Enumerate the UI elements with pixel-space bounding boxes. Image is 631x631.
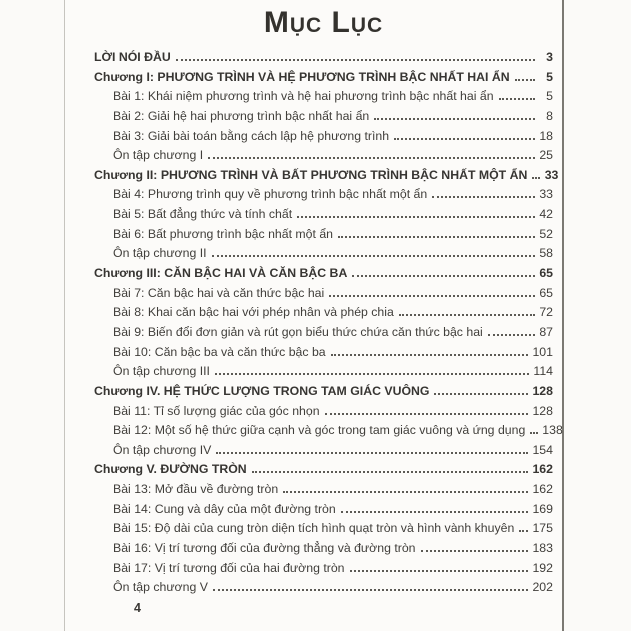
toc-entry-label: Bài 2: Giải hệ hai phương trình bậc nhất hai ẩn <box>113 108 370 123</box>
toc-entry-page-number: 154 <box>532 442 553 457</box>
toc-chapter-entry <box>94 266 553 286</box>
toc-dot-leader <box>325 413 529 415</box>
toc-dot-leader <box>432 196 535 198</box>
toc-entry-label: Bài 7: Căn bậc hai và căn thức bậc hai <box>113 285 325 300</box>
toc-entry-page-number: 183 <box>532 541 553 556</box>
toc-item-entry <box>94 246 553 266</box>
toc-dot-leader <box>374 118 535 120</box>
toc-item-entry <box>94 502 553 522</box>
toc-entry-page-number: 33 <box>544 167 559 182</box>
toc-entry-label: Ôn tập chương IV <box>113 442 212 457</box>
toc-entry-label: Bài 1: Khái niệm phương trình và hệ hai phương trình bậc nhất hai ẩn <box>113 89 494 104</box>
toc-entry-page-number: 72 <box>539 305 553 320</box>
toc-item-entry <box>94 541 553 561</box>
toc-item-entry <box>94 89 553 109</box>
toc-entry-label: Bài 4: Phương trình quy về phương trình bậc nhất một ẩn <box>113 187 428 202</box>
toc-item-entry <box>94 482 553 502</box>
toc-entry-label: Ôn tập chương II <box>113 246 207 261</box>
toc-entry-page-number: 175 <box>532 521 553 536</box>
toc-dot-leader <box>297 216 535 218</box>
toc-item-entry <box>94 521 553 541</box>
toc-entry-page-number: 58 <box>539 246 553 261</box>
toc-entry-label: Ôn tập chương V <box>113 580 208 595</box>
toc-dot-leader <box>329 295 535 297</box>
toc-entry-label: Bài 15: Độ dài của cung tròn diện tích hình quạt tròn và hình vành khuyên <box>113 521 515 536</box>
toc-item-entry <box>94 148 553 168</box>
toc-entry-page-number: 5 <box>546 69 553 84</box>
toc-entry-label: Bài 11: Tỉ số lượng giác của góc nhọn <box>113 403 320 418</box>
toc-entry-page-number: 169 <box>532 501 553 516</box>
toc-entry-page-number: 128 <box>532 383 553 398</box>
toc-item-entry <box>94 580 553 600</box>
toc-entry-page-number: 128 <box>532 403 553 418</box>
toc-item-entry <box>94 404 553 424</box>
toc-entry-page-number: 42 <box>539 207 553 222</box>
toc-dot-leader <box>252 471 529 473</box>
toc-entry-label: Chương V. ĐƯỜNG TRÒN <box>94 462 247 477</box>
toc-item-entry <box>94 207 553 227</box>
toc-dot-leader <box>213 589 529 591</box>
toc-chapter-entry <box>94 167 559 188</box>
toc-entry-page-number: 25 <box>539 148 553 163</box>
toc-entry-label: Bài 3: Giải bài toán bằng cách lập hệ phương trình <box>113 128 390 143</box>
toc-entry-page-number: 202 <box>532 580 553 595</box>
toc-dot-leader <box>399 314 535 316</box>
toc-dot-leader <box>341 511 529 513</box>
toc-item-entry <box>94 423 563 443</box>
toc-dot-leader <box>352 275 535 277</box>
toc-entry-page-number: 65 <box>539 266 553 281</box>
toc-item-entry <box>94 286 553 306</box>
page-body <box>64 0 564 631</box>
toc-entry-label: Bài 5: Bất đẳng thức và tính chất <box>113 207 293 222</box>
toc-dot-leader <box>499 98 535 100</box>
toc-entry-page-number: 162 <box>532 462 553 477</box>
toc-entry-page-number: 5 <box>546 89 553 104</box>
toc-dot-leader <box>216 452 528 454</box>
toc-dot-leader <box>488 334 535 336</box>
toc-dot-leader <box>338 236 535 238</box>
toc-item-entry <box>94 364 553 384</box>
toc-item-entry <box>94 561 553 581</box>
toc-entry-label: Chương II: PHƯƠNG TRÌNH VÀ BẤT PHƯƠNG TRÌNH BẬC NHẤT MỘT ẨN <box>94 167 528 182</box>
toc-dot-leader <box>215 373 529 375</box>
toc-dot-leader <box>208 157 535 159</box>
toc-dot-leader <box>331 354 529 356</box>
toc-entry-label: Chương I: PHƯƠNG TRÌNH VÀ HỆ PHƯƠNG TRÌNH BẬC NHẤT HAI ẨN <box>94 69 510 84</box>
toc-dot-leader <box>532 177 540 179</box>
toc-dot-leader <box>394 138 535 140</box>
toc-item-entry <box>94 227 553 247</box>
footer-page-number: 4 <box>134 601 141 615</box>
table-of-contents <box>94 50 563 600</box>
toc-chapter-entry <box>94 50 553 70</box>
toc-entry-page-number: 192 <box>532 560 553 575</box>
toc-entry-label: Bài 17: Vị trí tương đối của hai đường tròn <box>113 560 345 575</box>
toc-entry-page-number: 8 <box>546 108 553 123</box>
toc-entry-label: Bài 12: Một số hệ thức giữa cạnh và góc trong tam giác vuông và ứng dụng <box>113 423 526 438</box>
toc-entry-page-number: 65 <box>539 285 553 300</box>
toc-item-entry <box>94 187 553 207</box>
toc-entry-page-number: 3 <box>546 50 553 64</box>
toc-entry-page-number: 18 <box>539 128 553 143</box>
toc-entry-label: Bài 9: Biến đổi đơn giản và rút gọn biểu thức chứa căn thức bậc hai <box>113 324 483 339</box>
toc-entry-label: Bài 8: Khai căn bậc hai với phép nhân và phép chia <box>113 305 394 320</box>
toc-entry-label: Ôn tập chương I <box>113 148 204 163</box>
toc-chapter-entry <box>94 70 553 90</box>
toc-dot-leader <box>212 255 535 257</box>
toc-entry-label: Chương III: CĂN BẬC HAI VÀ CĂN BẬC BA <box>94 266 348 281</box>
toc-entry-label: LỜI NÓI ĐẦU <box>94 50 171 64</box>
toc-entry-label: Bài 13: Mở đầu về đường tròn <box>113 482 279 497</box>
toc-dot-leader <box>350 570 529 572</box>
toc-dot-leader <box>530 432 538 434</box>
toc-chapter-entry <box>94 384 553 404</box>
toc-dot-leader <box>283 491 528 493</box>
toc-entry-page-number: 87 <box>539 324 553 339</box>
toc-dot-leader <box>434 393 528 395</box>
toc-entry-page-number: 52 <box>539 226 553 241</box>
toc-entry-page-number: 138 <box>542 423 563 438</box>
toc-entry-label: Bài 10: Căn bậc ba và căn thức bậc ba <box>113 344 326 359</box>
toc-entry-page-number: 114 <box>533 364 553 379</box>
toc-item-entry <box>94 305 553 325</box>
toc-dot-leader <box>519 530 528 532</box>
toc-dot-leader <box>176 59 535 61</box>
page-title: Mục Lục <box>263 6 384 39</box>
toc-dot-leader <box>515 79 535 81</box>
toc-entry-label: Ôn tập chương III <box>113 364 210 379</box>
toc-item-entry <box>94 443 553 463</box>
toc-chapter-entry <box>94 462 553 482</box>
toc-entry-page-number: 33 <box>539 187 553 202</box>
toc-entry-label: Chương IV. HỆ THỨC LƯỢNG TRONG TAM GIÁC VUÔNG <box>94 383 430 398</box>
toc-entry-page-number: 162 <box>532 482 553 497</box>
toc-item-entry <box>94 129 553 149</box>
toc-entry-label: Bài 14: Cung và dây của một đường tròn <box>113 501 336 516</box>
toc-item-entry <box>94 109 553 129</box>
toc-entry-label: Bài 16: Vị trí tương đối của đường thẳng và đường tròn <box>113 541 416 556</box>
toc-dot-leader <box>421 550 529 552</box>
toc-entry-label: Bài 6: Bất phương trình bậc nhất một ẩn <box>113 226 334 241</box>
page-content <box>94 0 563 631</box>
toc-entry-page-number: 101 <box>532 344 553 359</box>
toc-item-entry <box>94 325 553 345</box>
toc-item-entry <box>94 345 553 365</box>
